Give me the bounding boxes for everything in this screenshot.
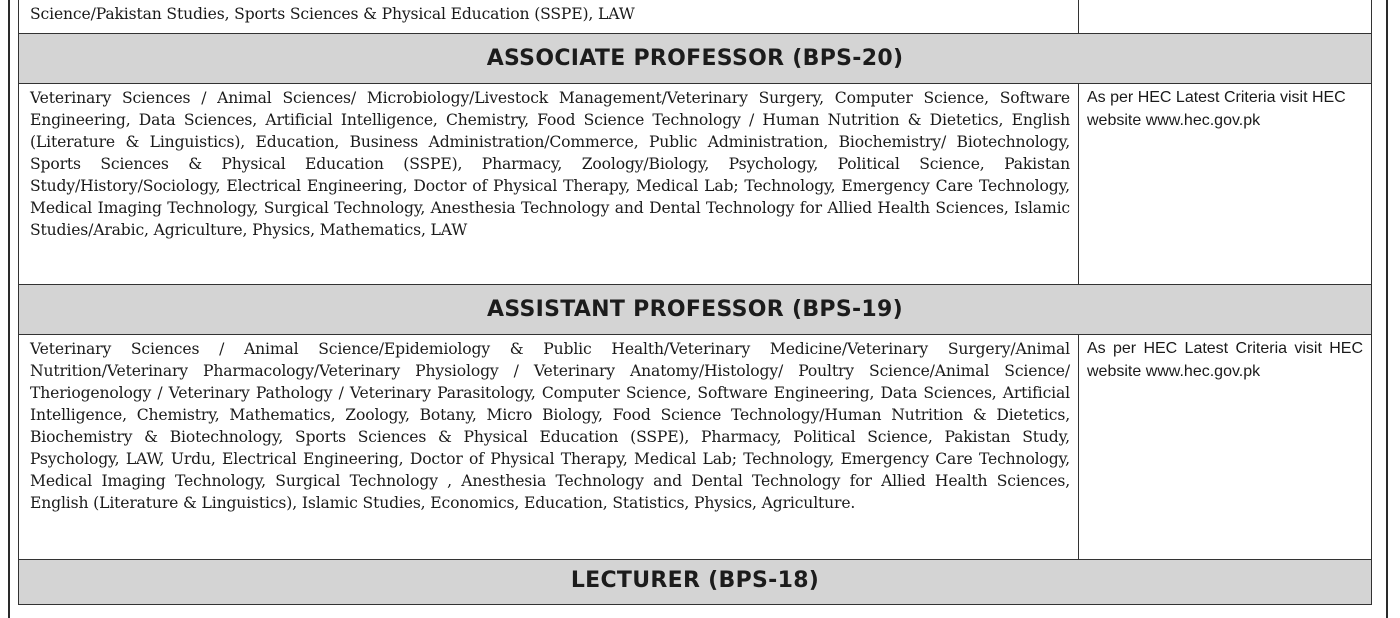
section-heading-associate-professor: ASSOCIATE PROFESSOR (BPS-20) — [18, 34, 1372, 84]
section-heading-assistant-professor: ASSISTANT PROFESSOR (BPS-19) — [18, 285, 1372, 335]
subjects-cell — [19, 0, 1079, 33]
section-heading-lecturer: LECTURER (BPS-18) — [18, 560, 1372, 605]
associate-professor-row — [18, 84, 1372, 285]
criteria-cell: As per HEC Latest Criteria visit HEC website www.hec.gov.pk — [1087, 89, 1346, 129]
criteria-cell: As per HEC Latest Criteria visit HEC website www.hec.gov.pk — [1087, 340, 1363, 380]
jobs-table — [18, 0, 1372, 605]
subjects-cell: Veterinary Sciences / Animal Sciences/ Microbiology/Livestock Management/Veterinary Surgery, Computer Science, Software Engineering, Data Sciences, Artificial Intelligence, Chemistry, Food Science Technology / Human Nutrition & Dietetics, English (Literature & Linguistics), Education, Business Administration/Commerce, Public Administration, Biochemistry/ Biotechnology, Sports Sciences & Physical Education (SSPE), Pharmacy, Zoology/Biology, Psychology, Political Science, Pakistan Study/History/Sociology, Electrical Engineering, Doctor of Physical Therapy, Medical Lab; Technology, Emergency Care Technology, Medical Imaging Technology, Surgical Technology, Anesthesia Technology and Dental Technology for Allied Health Sciences, Islamic Studies/Arabic, Agriculture, Physics, Mathematics, LAW — [19, 84, 1079, 284]
subjects-text: Science/Pakistan Studies, Sports Sciences & Physical Education (SSPE), LAW — [30, 5, 635, 23]
assistant-professor-row — [18, 335, 1372, 560]
subjects-cell: Veterinary Sciences / Animal Science/Epidemiology & Public Health/Veterinary Medicine/Veterinary Surgery/Animal Nutrition/Veterinary Pharmacology/Veterinary Physiology / Veterinary Anatomy/Histology/ Poultry Science/Animal Science/ Theriogenology / Veterinary Pathology / Veterinary Parasitology, Computer Science, Software Engineering, Data Sciences, Artificial Intelligence, Chemistry, Mathematics, Zoology, Botany, Micro Biology, Food Science Technology/Human Nutrition & Dietetics, Biochemistry & Biotechnology, Sports Sciences & Physical Education (SSPE), Pharmacy, Political Science, Pakistan Study, Psychology, LAW, Urdu, Electrical Engineering, Doctor of Physical Therapy, Medical Lab; Technology, Emergency Care Technology, Medical Imaging Technology, Surgical Technology , Anesthesia Technology and Dental Technology for Allied Health Sciences, English (Literature & Linguistics), Islamic Studies, Economics, Education, Statistics, Physics, Agriculture. — [19, 335, 1079, 559]
previous-section-row — [18, 0, 1372, 34]
criteria-cell — [1079, 0, 1371, 33]
